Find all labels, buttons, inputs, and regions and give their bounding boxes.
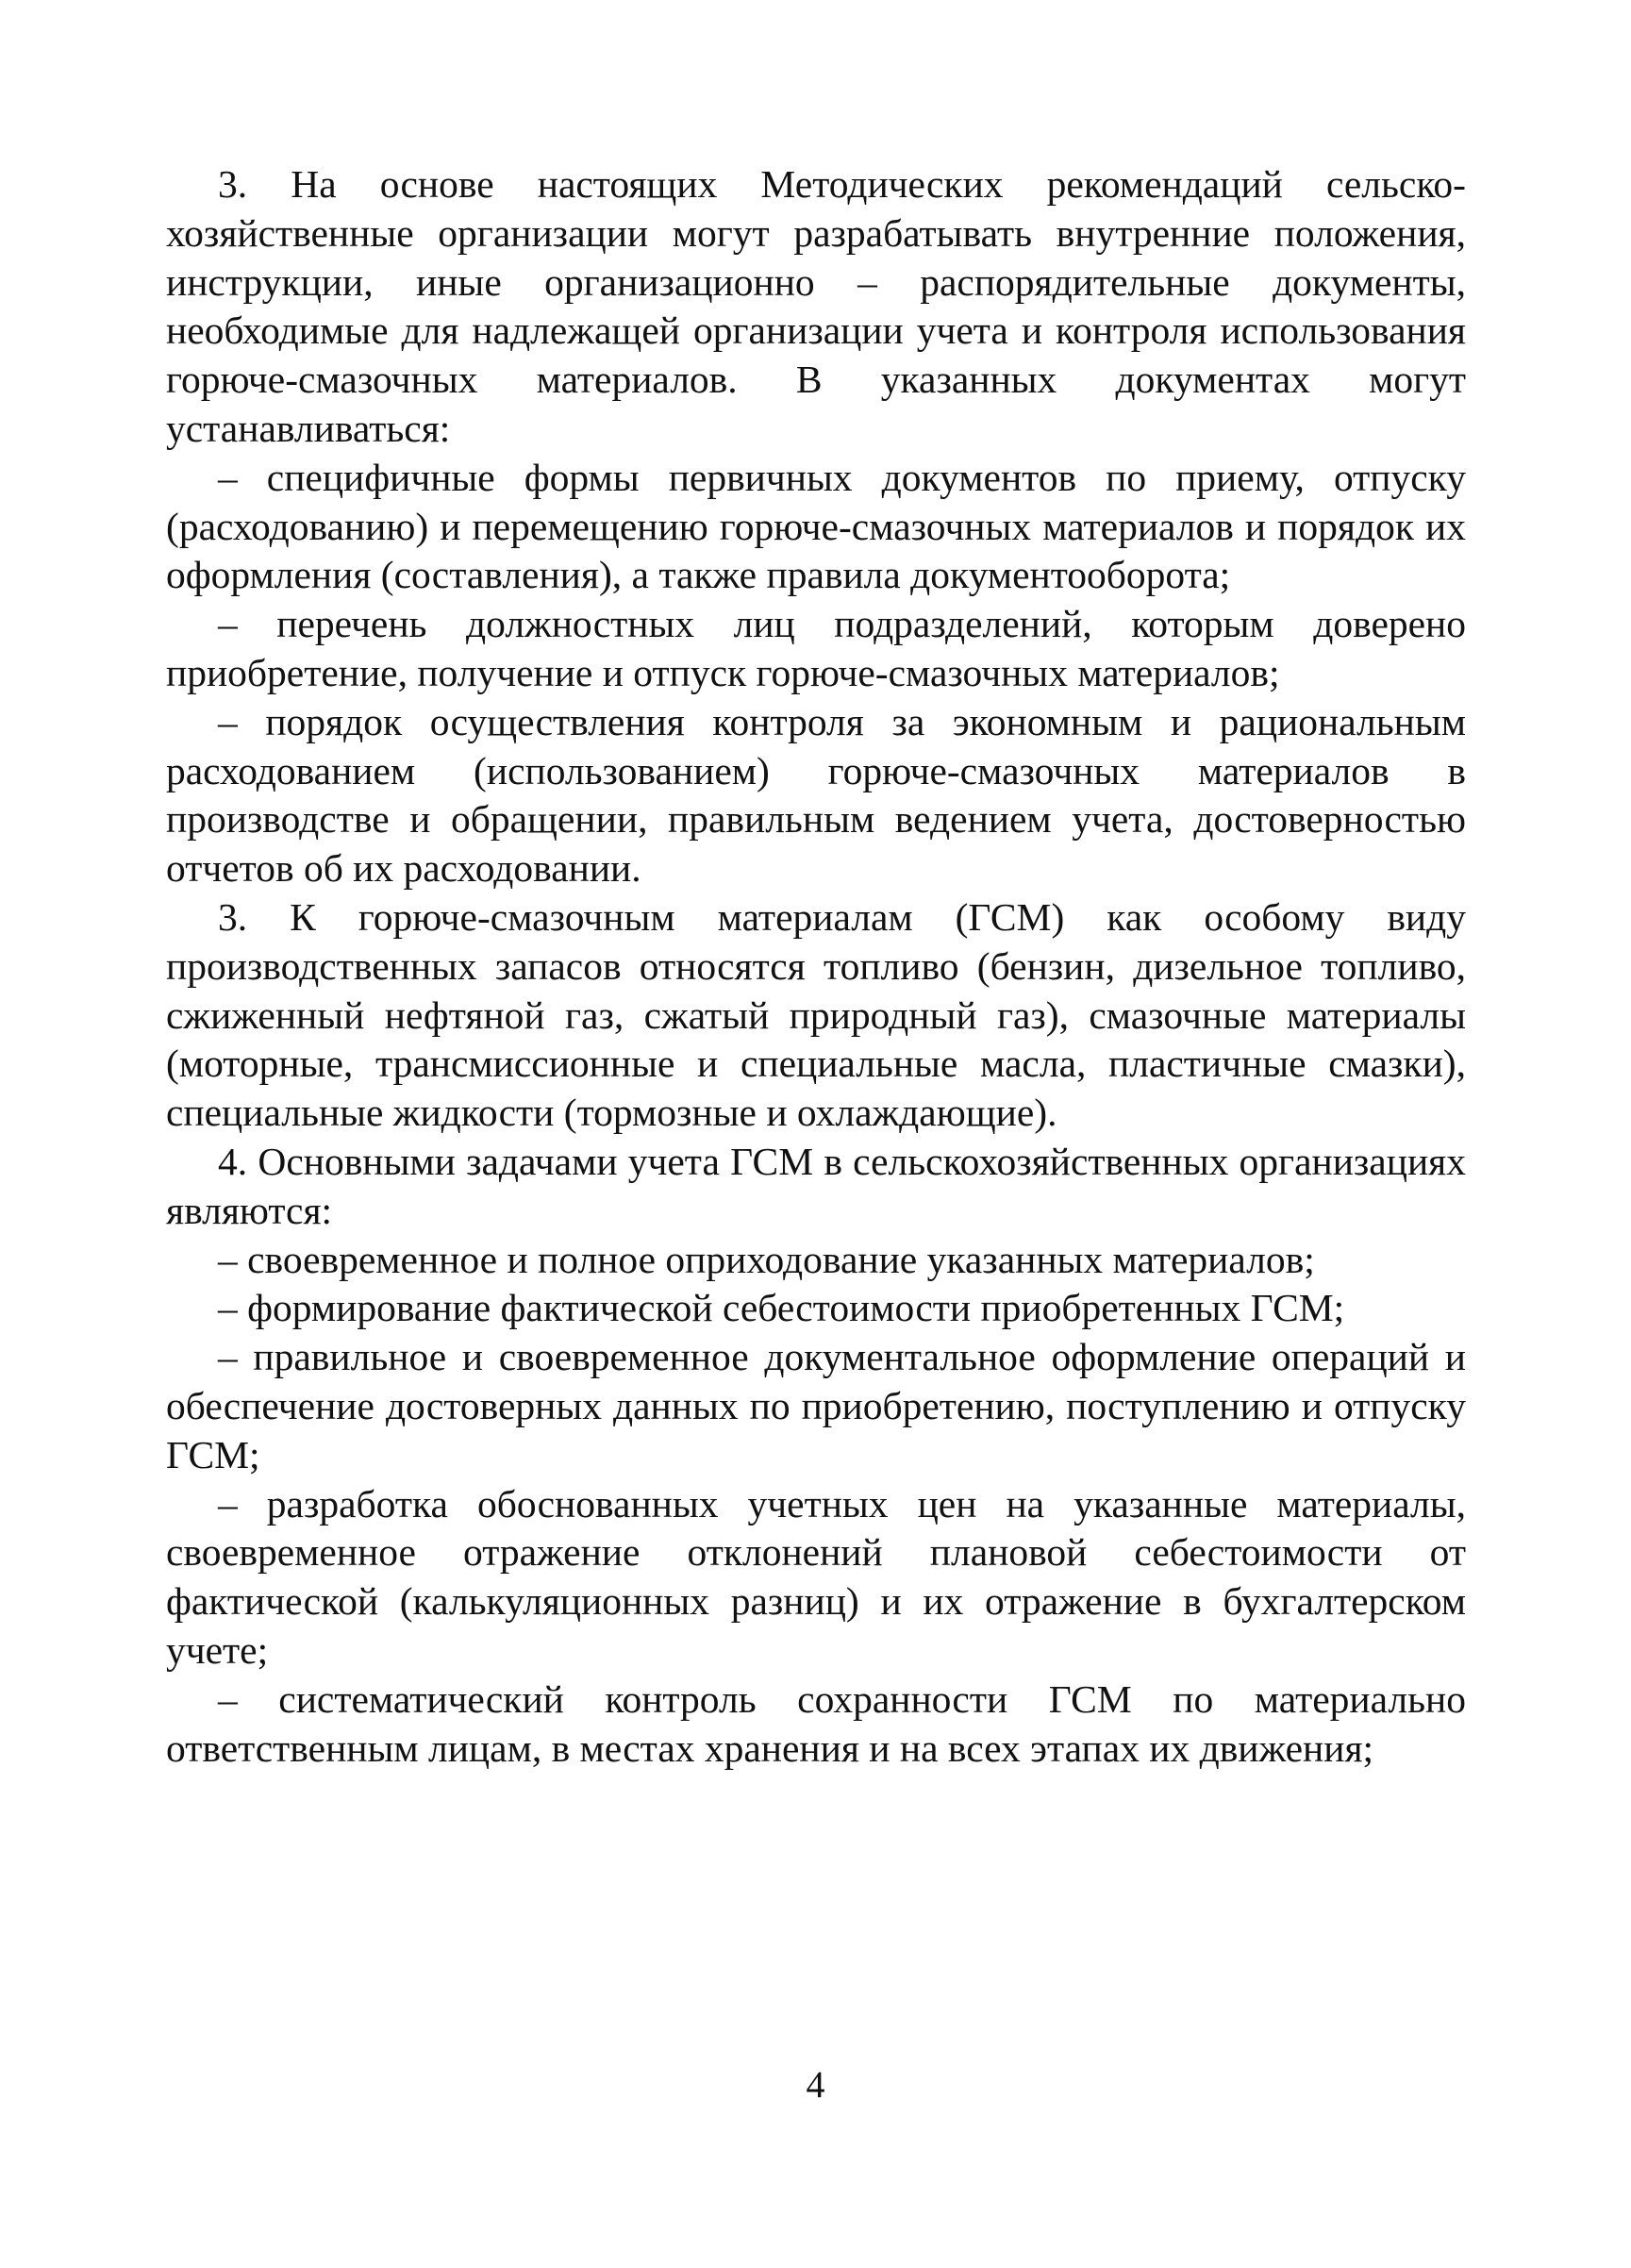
list-item-safekeeping: – систематический контроль сохранности ГСМ по материально ответственным лицам, в местах хранения и на всех этапах их движения; [166,1676,1466,1770]
list-item-cost: – формирование фактической себестоимости приобретенных ГСМ; [218,1286,1345,1330]
list-item-control: – порядок осуществления контроля за экономным и рациональным расходованием (использованием) горюче-смазочных материалов в производстве и обращении, правильным ведением учета, достоверностью отчетов об их расходовании. [166,699,1466,891]
list-item-forms: – специфичные формы первичных документов по приему, отпуску (расходованию) и перемещению горюче-смазочных материалов и порядок их оформления (составления), а также правила документооборота; [166,455,1466,597]
paragraph-4-tasks: 4. Основными задачами учета ГСМ в сельскохозяйственных организациях являются: [166,1139,1466,1232]
list-item-receipt: – своевременное и полное оприходование указанных материалов; [218,1237,1315,1281]
paragraph-3-intro: 3. На основе настоящих Методических рекомендаций сельскохозяйственные организации могут разрабатывать внутренние положения, инструкции, иные организационно – распорядительные документы, необходимые для надлежащей организации учета и контроля использования горюче-смазочных материалов. В указанных документах могут устанавливаться: [166,162,1466,450]
list-item-documentation: – правильное и своевременное документальное оформление операций и обеспечение достоверных данных по приобретению, поступлению и отпуску ГСМ; [166,1335,1466,1476]
list-item-officials: – перечень должностных лиц подразделений, которым доверено приобретение, получение и отпуск горюче-смазочных материалов; [166,602,1466,694]
page-number: 4 [806,2063,825,2106]
document-body [166,160,1466,1773]
list-item-prices: – разработка обоснованных учетных цен на указанные материалы, своевременное отражение отклонений плановой себестоимости от фактической (калькуляционных разниц) и их отражение в бухгалтерском учете; [166,1481,1466,1672]
paragraph-3-gsm-definition: 3. К горюче-смазочным материалам (ГСМ) как особому виду производственных запасов относятся топливо (бензин, дизельное топливо, сжиженный нефтяной газ, сжатый природный газ), смазочные материалы (моторные, трансмиссионные и специальные масла, пластичные смазки), специальные жидкости (тормозные и охлаждающие). [166,894,1466,1135]
